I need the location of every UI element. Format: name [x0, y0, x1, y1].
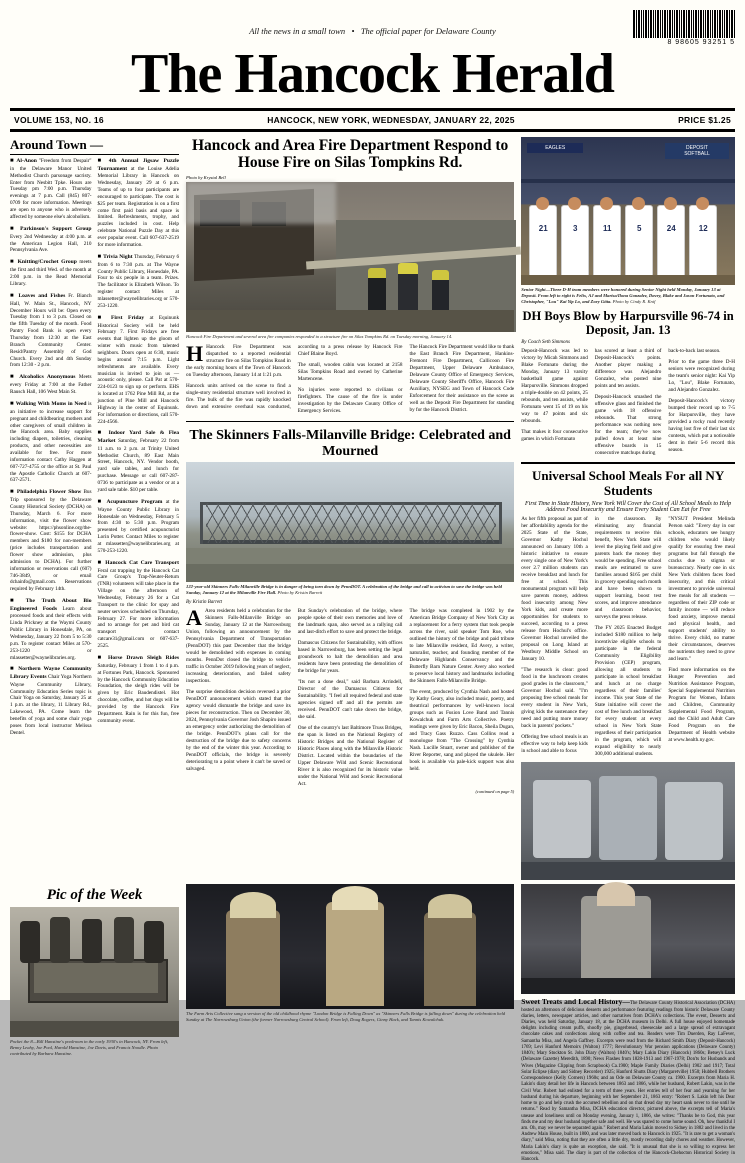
paragraph: A Area residents held a celebration for the Skinners Falls-Milanville Bridge on Sunday, January 12 at the Narrowsburg Union, following an announcement by the Pennsylvania Department of Transportation (PennDOT) this past December that the bridge would be demolished with expenses in coming months. PennDot closed the bridge to vehicle traffic in October 2019 following years of neglect, increasing deterioration, and failed safety inspections. [186, 605, 291, 685]
dcha-caption-text: The Delaware County Historical Association (DCHA) hosted an afternoon of delicious desserts and performance featuring readings from historic Delaware County diaries, letters, newspaper articles, and other narratives from DCHA's collections. The event, Desserts and Diaries, was held Saturday, January 18, at the DCHA museum in Delhi. A full house enjoyed homemade delights including cream puffs, shoofly pie, gingerbread, cheesecake and a large spread of extravagant chocolate cakes and confections along with coffee and tea. Readers were Tim Duerden, Ray LaFever, Samantha Misa, and Angela Gaffney. Excerpts were read from the Richard Smith Diary (Deposit-Hancock) 1769; Levi Hanford Memoirs (Walton) 1777; Revolutionary War pension applications (Delaware County) 1840's; Mary Stockton St. John Diary (Walton) 1840's; Mary Lakin Diary (Hancock) 1860s; Betsey's Luck (Delaware Gazette) Meredith, 1890; News Flashes from 1828-1913 and 1967-1978; Don'ts for Husbands and Wives (Magazine Clipping from Scrapbook) Ca.1900; Maple Family Diaries (Delhi) 1902 and 1917; Total Solar Eclipse (diary and Sidney Recorder) 1925; Hanford Shutts Diary (Margaretville) 1950; Hubbell Brothers Correspondence (Kelly Corners) 1960s; and an Ode on Delaware County ca. 1900. Excerpts from Maria H. Lakin's diary detail her life in Hancock between 1863 and 1866, while her husband, Robert Lakin, was in the Civil War. Robert had enlisted for a term of three years. Her entries tell of her fear and yearning for her husband during his departure, beginning with her September 21, 1863 entry: "Robert S. Lakin left his Dear home to go and help crush the accursed rebellion and on that dread day my heart sank never to rise until he returns." Read by Samantha Misa, DCHA education director, pictured above, the excerpts tell of Maria's unease and loneliness until on Monday evening, January 1, 1866, she writes: "Thanks be to God, this year finds me and my dear husband together safe and well. He was spared to come home sound. Oh, how thankful I am. Oh, may we never be separated again." Robert and Maria Lakin moved to Sidney in 1882 and lived in the Andrew Main House, built in 1800, and was later moved back to Hancock in 1925. "It is rare to get a woman's diary," said Misa, noting that they are often a little dry, mostly recording daily chores and weather. However, Maria Lakin's diary is quite an exception, she said. "It is unusual that she is so willing to express her emotions," Misa said. The diary is part of the collection of the Hancock-Chehocton Historical Society in Hancock. [521, 1001, 735, 1163]
around-town-heading: Around Town — [10, 137, 179, 155]
paragraph: H Hancock Fire Department was dispatched to a reported residential structure fire on Silas Tompkins Road in the early morning hours of the Town of Hancock on Tuesday afternoon, January 14 at 1:21 p.m. [186, 340, 291, 378]
sports-body [521, 348, 735, 457]
price: PRICE $1.25 [678, 115, 731, 125]
main-story-column [186, 137, 514, 880]
paragraph: has scored at least a third of Deposit-Hancock's points. Another player making a difference was Alejandro Gonzalez, who posted nine points and ten assists. [594, 347, 662, 389]
paragraph: Hancock units arrived on the scene to find a single-story residential structure well involved in fire. The bulk of the fire was rapidly knocked down and extensive overhaul was conducted, according to a press release by Hancock Fire Chief Blaine Boyd. [186, 343, 403, 410]
tagline-right: The official paper for Delaware County [360, 26, 496, 36]
item-text: Saturday, February 1 from 1 to 4 p.m. at Fortunes Park, Hancock. Sponsored by the Hancock Community Education Foundation, the sleigh rides will be given by Eric Baudendistel. Hot chocolate, coffee, and hot dogs will be provided by the Hancock Fire Department. Rain is for this fun, free community event. [97, 662, 180, 724]
pic-of-week-block [10, 884, 179, 1163]
player: 12 [689, 205, 717, 281]
around-town-item: ■ Philadelphia Flower Show Bus Trip sponsored by the Delaware County Historical Society (DCHA) on Thursday, March 6. For more information, visit the flower show website: https://phsonline.org/the-flower-show. Cost: $155 for DCHA members and $180 for non-members (price includes transportation and flower show admission, plus admission to DCHA). For further information or reservations call (607) 746-3849, or email dchainfo@gmail.com. Reservations required by February 14th. [10, 489, 92, 593]
item-text: is an initiative to increase support for pregnant and childbearing mothers and other caregivers of small children in the Hancock area. Baby supplies including diapers, toiletries, cleaning products, and other necessities are available for free. For more information contact Cathy Haggen at 607-727-4755 or the office at St. Paul the Apostle Catholic Church at 607-637-2571. [10, 400, 92, 484]
item-text: Learn about processed foods and their effects with Linda Prickney at the Waymi County Public Library in Honesdale, PA, on Wednesday, January 22 from 5 to 5:30 p.m. To register contact Miles at 570-253-1220 or mlassetter@waynelibraries.org. [10, 606, 92, 661]
dcha-block [521, 884, 735, 1163]
paragraph: The small, wooden cabin was located at 2158 Silas Tompkins Road and owned by Catherine Martencene. [297, 361, 403, 382]
paragraph: back-to-back last season. [668, 347, 721, 354]
item-title: Alcoholics Anonymous [19, 374, 76, 381]
volume-issue: VOLUME 153, NO. 16 [14, 115, 104, 125]
item-text: at the Wayne County Public Library in Honesdale on Wednesday, February 5 from 4:30 to 5:30 p.m. Program presented by certified acupuncturist Lorin Potter. Contact Miles to register at mlassetter@waynelibraries.org at 570-253-1220. [97, 498, 180, 554]
barcode-icon [505, 8, 735, 38]
fire-story-headline: Hancock and Area Fire Department Respond to House Fire on Silas Tompkins Rd. [191, 137, 509, 172]
item-text: Saturday, February 22 from 11 a.m. to 2 p.m. at Trinity United Methodist Church, 89 East Main Street, Hancock, NY. Vendor booth, yard sale tables, and lunch for purchase. Message or call 607-287-0736 to participate as a vendor or at a yard sale table. $10 per table. [97, 438, 180, 493]
item-text: Meets every Friday at 7:00 at the Father Rausch Hall, 106 West Main St. [10, 374, 92, 396]
bridge-byline: By Kristin Barrett [186, 600, 222, 606]
item-title: Walking With Moms in Need [15, 400, 87, 407]
around-town-item: ■ Trivia Night Thursday, February 6 from 6 to 7:30 p.m. at The Wayne County Public Library, Honesdale, PA. Four to six people in a team. Prizes. The facilitator is Elizabeth Wilson. To register contact Miles at mlassetter@waynelibraries.org or 570-253-1220. [97, 253, 180, 309]
around-town-item: ■ The Truth About Bio Engineered Foods Learn about processed foods and their effects with Linda Prickney at the Waymi County Public Library in Honesdale, PA, on Wednesday, January 22 from 5 to 5:30 p.m. To register contact Miles at 570-253-1220 or mlassetter@waynelibraries.org. [10, 598, 92, 661]
paragraph: Find more information on the Hunger Prevention and Nutrition Assistance Program, Special Supplemental Nutrition Program for Women, Infants and Children, Community Supplemental Food Program, and the Child and Adult Care Food Program on the Department of Health website at www.health.ny.gov. [668, 667, 735, 744]
around-town-col-2 [98, 158, 180, 742]
around-town-column [10, 137, 179, 880]
bridge-photo [186, 462, 514, 582]
paragraph: But Sunday's celebration of the bridge, where people spoke of their own memories and love of the landmark span, also served as a rallying call and last-ditch effort to save and protect the bridge. [297, 608, 403, 636]
paragraph: No injuries were reported to civilians or firefighters. The cause of the fire is under investigation by the Delaware County Office of Emergency Services. [297, 386, 403, 414]
item-text: Chair Yoga Northern Wayne Community Library, Community Education Series topic is Chair Yoga on Saturday, January 25 at 1 p.m. at the library, 11 Library Rd., Lakewood, PA. Come learn the benefits of yoga and some chair yoga poses from local instructor Melissa Dentel. [10, 674, 92, 736]
fire-photo-caption: Hancock Fire Department and several area fire companies responded to a structure fire on Silas Tompkins Rd. on Tuesday morning, January 14. [186, 333, 453, 339]
barcode-number: 8 98605 93251 5 [667, 39, 735, 46]
item-text: "Freedom from Despair" in the Delaware Manor United Methodist Church parsonage sacristy. Enter from Nesbitt Tpke. Hours are Tuesday pm 7:00 p.m. Thursday evenings at 7 p.m. Call (845) 807-0709 for more information. Meetings are open to anyone who is adversely affected by someone else's alcoholism. [10, 158, 92, 220]
dcha-photo [521, 884, 735, 994]
paragraph-text: Hancock Fire Department was dispatched to a reported residential structure fire on Silas Tompkins Road in the early morning hours of the Town of Hancock on Tuesday afternoon, January 14 at 1:21 p.m. [186, 343, 291, 378]
dcha-caption-title: Sweet Treats and Local History— [521, 997, 630, 1007]
item-text: meets the first and third Wed. of the month at 2:00 p.m. in the Read Memorial Library. [10, 259, 92, 287]
paragraph: "NYSUT President Melinda Person said: "Every day in our schools, educators see hungry children who would likely qualify for ensuring free meal programs but fall through the cracks due to stigma or bureaucracy. Nearly one in six New York children faces food insecurity, and this critical investment to provide universal free meals for all students — regardless of their ZIP code or family income — will reduce food anxiety, improve mental and physical health, and support students' ability to thrive. Every child, no matter their circumstances, deserves the nutrients they need to grow and learn." [668, 515, 735, 663]
farm-arts-photo [186, 884, 514, 1009]
paragraph: Deposit-Hancock was led to victory by Micah Simmons and Blake Fortunato during the Monday, January 13 varsity basketball game against Harpursville. Simmons dropped a triple-double on 42 points, 25 rebounds, and ten assists, while Fortunato went 15 of 19 on his way to 47 points and six rebounds. [521, 347, 588, 424]
page-columns [10, 137, 735, 880]
item-title: Northern Wayne Community Library Events [10, 666, 92, 681]
sports-headline: DH Boys Blow by Harpursville 96-74 in Deposit, Jan. 13 [522, 308, 734, 338]
around-town-col-1 [10, 158, 92, 742]
around-town-item: ■ Indoor Yard Sale & Flea Market Saturday, February 22 from 11 a.m. to 2 p.m. at Trinity United Methodist Church, 89 East Main Street, Hancock, NY. Vendor booth, yard sale tables, and lunch for purchase. Message or call 607-287-0736 to participate as a vendor or at a yard sale table. $10 per table. [97, 430, 180, 493]
paragraph: One of the country's last Baltimore Truss Bridges, the span is listed on the National Registry of Historic Bridges and the National Register of Historic Places along with the Milanville Historic District. Located within the boundaries of the Upper Delaware Wild and Scenic Recreational River it is also recognized for its historic value under the National Wild and Scenic Recreational Act. [297, 725, 403, 788]
bridge-story-body [186, 605, 515, 788]
fire-story-body [186, 340, 515, 416]
school-meals-photo [521, 762, 735, 880]
banner-right: DEPOSIT SOFTBALL [665, 143, 729, 159]
pic-of-week-caption: Pocket the 8—Bill Hanstine's poolroom in the early 1930's in Hancock, NY. From left, Benny Leahy, Joe Pool, Harold Hanstine, Joe Davis, and Francis Noodle. Photo contributed by Barbara Hanstine. [10, 1039, 169, 1057]
bridge-photo-caption [186, 584, 514, 596]
paragraph: Damascus Citizens for Sustainability, with offices based in Narrowsburg, has been setting the legal groundwork to halt the demolition and area residents have been protesting the demolition of the bridge for years. [297, 640, 403, 675]
item-title: Trivia Night [103, 253, 133, 260]
fire-photo-credit: Photo by Krystal Bell [186, 174, 226, 180]
farm-arts-caption: The Farm Arts Collective sang a version of the old childhood rhyme "London Bridge is Falling Down" as "Skinners Falls Bridge is falling down" during the celebration held Sunday at The Narrowsburg Union (the former Narrowsburg Central School). From left, Doug Rogers, Ginny Hack, and Tannis Kowalchuk. [186, 1011, 506, 1023]
player: 11 [593, 205, 621, 281]
item-title: Loaves and Fishes [18, 292, 66, 299]
item-title: First Friday [110, 314, 145, 321]
paragraph: As her fifth proposal as part of her affordability agenda for the 2025 State of the State, Governor Kathy Hochul announced on January 10th a historic initiative to ensure every single one of New York's over 2.7 million students can receive breakfast and lunch for free at school. This monumental program will help save parents money, address food insecurity among New York kids, and create more opportunities for students to succeed, according to a press release from Hochul's office. Governor Hochul unveiled the proposal on Long Island at Westbury Middle School on January 10. [521, 515, 588, 663]
around-town-item: ■ Al-Anon "Freedom from Despair" in the Delaware Manor United Methodist Church parsonage sacristy. Enter from Nesbitt Tpke. Hours are Tuesday pm 7:00 p.m. Thursday evenings at 7 p.m. Call (845) 807-0709 for more information. Meetings are open to anyone who is adversely affected by someone else's alcoholism. [10, 158, 92, 220]
around-town-item: ■ Loaves and Fishes Fr. Bianch Hall, W. Main St., Hancock, NY December Hours will be: Open every Tuesday from 1 to 3 p.m. Closed on the fifth Tuesday of the month. Food Pantry Food Bank is open every Thursday from 12:30 at the East Branch Community Center. Resid/Pantry Assembly of God Church. Every 2nd and 4th Sunday from 12:30 - 2 p.m. [10, 292, 92, 369]
meals-body [521, 516, 735, 759]
item-text: Bus Trip sponsored by the Delaware County Historical Society (DCHA) on Thursday, March 6. For more information, visit the flower show website: https://phsonline.org/the-flower-show. Cost: $155 for DCHA members and $180 for non-members (price includes transportation and flower show admission, plus admission to DCHA). For further information or reservations call (607) 746-3849, or email dchainfo@gmail.com. Reservations required by February 14th. [10, 489, 92, 593]
item-text: at Equinunk Historical Society will be held February 7. First Fridays are free events that lighten up the gloom of winter with music from talented neighbors. Doors open at 6:30, music begins around 7:15 p.m. Light refreshments are available. Every musician is invited to join us — acoustic only, please. Call Pat at 570-224-0123 to sign up or perform. EHS is located at 1762 Pine Mill Rd, at the junction of Pine Mill and Hancock Highway in the center of Equinunk. For information or directions, call 570-224-4566. [97, 314, 180, 425]
dcha-caption [521, 997, 735, 1163]
item-text: Feral cat trapping by the Hancock Cat Care Group's Trap-Neuter-Return (TNR) volunteers will take place in the Village on the afternoon of Wednesday, February 26 for a Cat Transport to the clinic for spay and neuter services scheduled on Thursday, February 27. For more information and to arrange for pet and bird cat transport contact catcare31@gmail.com or 607-637-2525. [97, 567, 180, 650]
paragraph: The surprise demolition decision reversed a prior PennDOT announcement which stated that the agency would dismantle the bridge and save its pieces for reconstruction. Then on December 30, 2024, Pennsylvania Governor Josh Shapiro issued an emergency order authorizing the demolition of the bridge. PennDOT's plans call for the destruction of the bridge due to safety concerns by the end of the winter this year. According to PennDOT officials, the bridge is severely deteriorating to a point where it can't be saved or salvaged. [186, 689, 291, 773]
paragraph: That makes it four consecutive games in which Fortunato [521, 428, 588, 442]
item-title: Philadelphia Flower Show [16, 489, 82, 496]
tagline-row: All the news in a small town • The official paper for Delaware County [249, 26, 496, 36]
paragraph: The Hancock Fire Department would like to thank the East Branch Fire Department, Hankins-Fremont Fire Department, Callicoon Fire Department, Upper Delaware Ambulance, Delaware County Office of Emergency Services, Delaware County Sheriff's Office, Hancock Fire Auxiliary, NYSEG and Town of Hancock Code Enforcement for their assistance on the scene as well as the Deposit Fire Department for standing by for the Hancock District. [409, 343, 515, 413]
paragraph: The bridge was completed in 1902 by the American Bridge Company of New York City as a replacement for a ferry system that took people across the river, said speaker Tom Rue, who outlined the history of the bridge and paid tribute to late Milanville resident, Ed Avery, a writer, naturalist, teacher, and founding member of the Delaware Highlands Conservancy and the Butterfly Barn Nature Center. Avery also worked to preserve local history and landmarks including the Skinners Falls-Milanville Bridge. [409, 608, 515, 685]
paragraph: Offering free school meals is an effective way to help keep kids in school and able to focus [521, 734, 588, 755]
pic-of-week-heading: Pic of the Week [46, 887, 143, 904]
paragraph: Deposit-Hancock smashed the offensive glass and finished the game with 18 offensive rebounds. That strong performance was nothing new for the team; they've now pulled down at least nine offensive boards in 15 consecutive matchups during [594, 393, 662, 456]
item-text: at the Louise Adelia Memorial Library in Hancock on Wednesday, January 29 at 6 p.m. Teams of up to four participants are encouraged to participate. The cost is $25 per team. Registration is on a first come first paid basis and space is limited. Refreshments, trophy, and puzzles included in cost. Help celebrate National Puzzle Day at this ever popular event. Call 607-637-2519 for more information. [97, 165, 180, 248]
sports-and-news-column [521, 137, 735, 880]
around-town-item: ■ Acupuncture Program at the Wayne County Public Library in Honesdale on Wednesday, February 5 from 4:30 to 5:30 p.m. Program presented by certified acupuncturist Lorin Potter. Contact Miles to register at mlassetter@waynelibraries.org at 570-253-1220. [97, 498, 180, 554]
around-town-item: ■ Horse Drawn Sleigh Rides Saturday, February 1 from 1 to 4 p.m. at Fortunes Park, Hancock. Sponsored by the Hancock Community Education Foundation, the sleigh rides will be given by Eric Baudendistel. Hot chocolate, coffee, and hot dogs will be provided by the Hancock Fire Department. Rain is for this fun, free community event. [97, 654, 180, 724]
around-town-item: ■ Walking With Moms in Need is an initiative to increase support for pregnant and childbearing mothers and other caregivers of small children in the Hancock area. Baby supplies including diapers, toiletries, cleaning products, and other necessities are available for free. For more information contact Cathy Haggen at 607-727-4755 or the office at St. Paul the Apostle Catholic Church at 607-637-2571. [10, 400, 92, 484]
pic-of-week-photo [10, 907, 179, 1037]
around-town-item: ■ Knitting/Crochet Group meets the first and third Wed. of the month at 2:00 p.m. in the Read Memorial Library. [10, 259, 92, 287]
meals-headline: Universal School Meals For all NY Students [531, 467, 725, 498]
player: 24 [657, 205, 685, 281]
paper-title: The Hancock Herald [131, 43, 614, 105]
player: 3 [561, 205, 589, 281]
masthead-infobar [10, 111, 735, 129]
around-town-item: ■ First Friday at Equinunk Historical Society will be held February 7. First Fridays are free events that lighten up the gloom of winter with music from talented neighbors. Doors open at 6:30, music begins around 7:15 p.m. Light refreshments are available. Every musician is invited to join us — acoustic only, please. Call Pat at 570-224-0123 to sign up or perform. EHS is located at 1762 Pine Mill Rd, at the junction of Pine Mill and Hancock Highway in the center of Equinunk. For information or directions, call 570-224-4566. [97, 314, 180, 425]
paragraph: Deposit-Hancock's victory bumped their record up to 7-5 for Harpursville, they have provided a rocky road recently having lost five of their last six contests, which put a noticeable dent in their 5-6 record this season. [668, 397, 735, 453]
paragraph: The FY 2025 Enacted Budget included $180 million to help incentivize eligible schools to participate in the federal Community Eligibility Provision (CEP) program, allowing all students to participate in school breakfast and lunch at no charge regardless of their families' income. This year State of the State initiative will cover the cost of free lunch and breakfast for every student at every school in New York State regardless of their participation in the program, which will expand eligibility to nearly 300,000 additional students. [594, 625, 662, 758]
continued-note: (continued on page 5) [475, 788, 515, 794]
divider [521, 462, 735, 464]
item-title: The Truth About Bio Engineered Foods [10, 598, 92, 613]
place-date: HANCOCK, NEW YORK, WEDNESDAY, JANUARY 22, 2025 [267, 115, 515, 125]
item-text: Every 2nd Wednesday at 4:00 p.m. at the American Legion Hall, 210 Pennsylvania Ave. [10, 233, 92, 254]
bottom-section [10, 884, 735, 1163]
farm-arts-block [186, 884, 514, 1163]
senior-night-caption [521, 287, 735, 305]
around-town-item: ■ Parkinson's Support Group Every 2nd Wednesday at 4:00 p.m. at the American Legion Hall, 210 Pennsylvania Ave. [10, 225, 92, 254]
paragraph: The event, produced by Cynthia Nash and hosted by Kathy Geary, also included music, poetry, and theatrical performances by well-known local groups such as Fusion Love Band and Tannis Kowalchuk and Farm Arts Collective. Poetry readings were given by Eric Bacon, Sheila Dugan, and Tracy Gass Ruzzo. Cass Collins read a monologue from "The Crossing" by Cynthia Nash. Lucille Stuart, owner and publisher of the River Reporter, sang and played the ukulele. Her book is available via pale-kick support was also held. [409, 689, 515, 773]
item-text: Thursday, February 6 from 6 to 7:30 p.m. at The Wayne County Public Library, Honesdale, PA. Four to six people in a team. Prizes. The facilitator is Elizabeth Wilson. To register contact Miles at mlassetter@waynelibraries.org or 570-253-1220. [97, 253, 180, 309]
paragraph: "The research is clear: good food in the lunchroom creates good grades in the classroom," Governor Hochul said. "I'm proposing free school meals for every student in New York, giving kids the sustenance they need and putting more money back in parents' pockets." [521, 667, 588, 730]
player: 21 [529, 205, 557, 281]
item-title: Al-Anon [16, 158, 37, 164]
barcode-block [505, 8, 735, 46]
item-title: Acupuncture Program [106, 498, 163, 505]
around-town-item: ■ 4th Annual Jigsaw Puzzle Tournament at the Louise Adelia Memorial Library in Hancock on Wednesday, January 29 at 6 p.m. Teams of up to four participants are encouraged to participate. The cost is $25 per team. Registration is on a first come first paid basis and space is limited. Refreshments, trophy, and puzzles included in cost. Help celebrate National Puzzle Day at this ever popular event. Call 607-637-2519 for more information. [97, 158, 180, 248]
top-strip [10, 8, 735, 44]
masthead [10, 43, 735, 105]
around-town-item: ■ Hancock Cat Care Transport Feral cat trapping by the Hancock Cat Care Group's Trap-Neuter-Return (TNR) volunteers will take place in the Village on the afternoon of Wednesday, February 26 for a Cat Transport to the clinic for spay and neuter services scheduled on Thursday, February 27. For more information and to arrange for pet and bird cat transport contact catcare31@gmail.com or 607-637-2525. [97, 559, 180, 650]
item-text: Fr. Bianch Hall, W. Main St., Hancock, NY December Hours will be: Open every Tuesday from 1 to 3 p.m. Closed on the fifth Tuesday of the month. Food Pantry Food Bank is open every Thursday from 12:30 at the East Branch Community Center. Resid/Pantry Assembly of God Church. Every 2nd and 4th Sunday from 12:30 - 2 p.m. [10, 292, 92, 369]
item-title: Hancock Cat Care Transport [105, 559, 180, 566]
tagline-left: All the news in a small town [249, 26, 346, 36]
bridge-story-headline: The Skinners Falls-Milanville Bridge: Celebrated and Mourned [189, 427, 511, 459]
item-title: Parkinson's Support Group [20, 225, 92, 232]
item-title: Horse Drawn Sleigh Rides [108, 654, 180, 661]
around-town-item: ■ Northern Wayne Community Library Events Chair Yoga Northern Wayne Community Library, Community Education Series topic is Chair Yoga on Saturday, January 25 at 1 p.m. at the library, 11 Library Rd., Lakewood, PA. Come learn the benefits of yoga and some chair yoga poses from local instructor Melissa Dentel. [10, 666, 92, 736]
senior-night-photo [521, 137, 735, 285]
bridge-caption-lead: 122-year-old Skinners Falls-Milanville Bridge is in danger of being torn down by PennDOT. A celebration of the bridge and call to activism to save the bridge was held Sunday, January 12 at the Milanville Fire Hall. [186, 584, 502, 596]
fire-scene-photo [186, 182, 514, 332]
item-title: Knitting/Crochet Group [17, 259, 77, 266]
meals-deck: First Time in State History, New York Will Cover the Cost of All School Meals to Help Address Food Insecurity and Ensure Every Student Can Eat for Free [525, 500, 732, 513]
item-title: 4th Annual Jigsaw Puzzle Tournament [97, 158, 180, 172]
senior-night-caption-text: Senior Night—Three D-H team members were honored during Senior Night held Monday, January 13 at Deposit. From left to right is Felix, AJ and Marisa/Ilona Gonzalez, Davey, Blake and Jason Fortunato, and Christopher, "Lou" Kai Yip Lo, and Zoey Gitta. [521, 287, 725, 304]
sports-byline: By Coach Seth Simmons [521, 339, 570, 345]
divider [186, 421, 514, 422]
senior-night-credit: Photo by Cindy R. Knif [612, 298, 656, 304]
paragraph: in the classroom. By eliminating any financial requirements to receive this benefit, New York State will level the playing field and give parents back the money they would be spending. Free school meals are estimated to save families around $165 per child in grocery spending each month and have been shown to support learning, boost test scores, and improve attendance and classroom behavior, surveys the press release. [594, 515, 662, 620]
banner-left: EAGLES [527, 143, 583, 153]
paragraph: Prior to the game three D-H seniors were recognized during the team's senior night: Kai Yip Lo, "Lou", Blake Fortunato, and Alejandro Gonzalez. [668, 358, 735, 393]
bridge-photo-credit: Photo by Kristin Barrett [277, 590, 323, 596]
around-town-item: ■ Alcoholics Anonymous Meets every Friday at 7:00 at the Father Rausch Hall, 106 West Main St. [10, 374, 92, 396]
paragraph-text: Area residents held a celebration for the Skinners Falls-Milanville Bridge on Sunday, January 12 at the Narrowsburg Union, following an announcement by the Pennsylvania Department of Transportation (PennDOT) this past December that the bridge would be demolished with expenses in coming months. PennDot closed the bridge to vehicle traffic in October 2019 following years of neglect, increasing deterioration, and failed safety inspections. [186, 608, 291, 685]
player: 5 [625, 205, 653, 281]
paragraph: "Its not a done deal," said Barbara Arrindell, Director of the Damascus Citizens for Sustainability. "I feel all required federal and state agencies signed off and all the permits are received. PennDOT can't take down the bridge, she said. [297, 679, 403, 721]
masthead-rule-thick-2 [10, 129, 735, 132]
item-title: Indoor Yard Sale & Flea Market [97, 430, 180, 445]
